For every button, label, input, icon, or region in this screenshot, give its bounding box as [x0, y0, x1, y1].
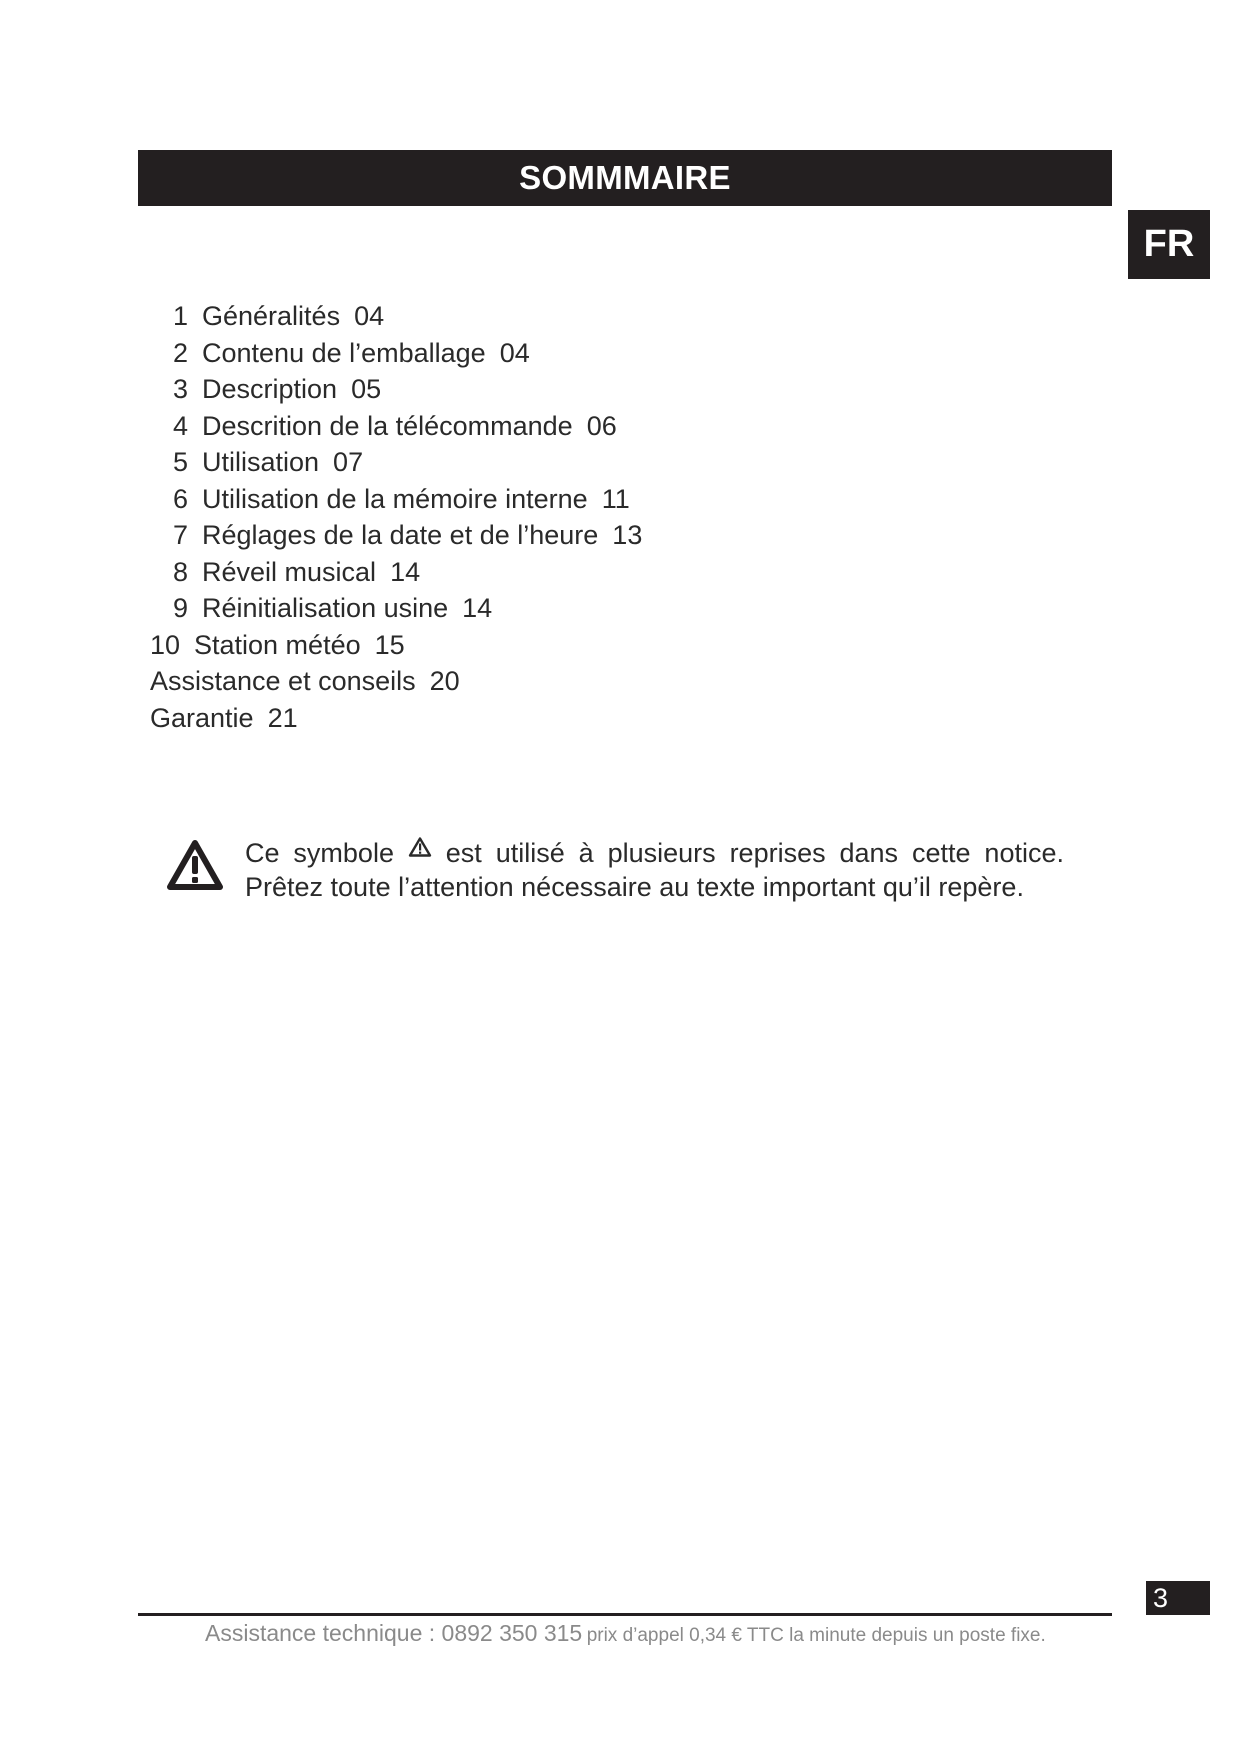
- toc-title: Utilisation de la mémoire interne: [202, 483, 588, 514]
- warning-word: cette: [911, 838, 971, 868]
- toc-title: Assistance et conseils: [150, 666, 416, 696]
- warning-triangle-icon: [166, 838, 224, 892]
- toc-number: 8: [172, 556, 188, 587]
- toc-item[interactable]: [150, 335, 642, 372]
- toc-number: 1: [172, 301, 188, 331]
- toc-title: Station météo: [194, 629, 361, 660]
- title-bar: [138, 150, 1112, 206]
- toc-item[interactable]: [150, 444, 642, 481]
- warning-word: plusieurs: [607, 838, 716, 868]
- warning-word: notice.: [984, 838, 1064, 868]
- toc-item[interactable]: [150, 517, 642, 554]
- toc-page: 04: [354, 301, 385, 331]
- toc-title: Réglages de la date et de l’heure: [202, 520, 599, 550]
- footer-divider: [138, 1613, 1112, 1616]
- warning-word: reprises: [729, 838, 826, 868]
- warning-word: symbole: [293, 838, 394, 868]
- toc-item[interactable]: [150, 590, 642, 627]
- toc-title: Utilisation: [202, 447, 320, 477]
- language-label: FR: [1143, 223, 1195, 265]
- support-price: prix d’appel 0,34 € TTC la minute depuis un poste fixe.: [586, 1625, 1046, 1646]
- toc-page: 11: [601, 483, 630, 514]
- toc-item[interactable]: [150, 700, 642, 737]
- toc-number: 4: [172, 410, 188, 441]
- toc-page: 14: [462, 593, 493, 623]
- toc-item[interactable]: [150, 481, 642, 518]
- toc-item[interactable]: [150, 298, 642, 335]
- toc-title: Réinitialisation usine: [202, 593, 449, 623]
- toc-item[interactable]: [150, 663, 642, 700]
- toc-number: 7: [172, 520, 188, 550]
- toc-item[interactable]: [150, 408, 642, 445]
- toc-number: 9: [172, 593, 188, 623]
- warning-inline-icon: [408, 836, 432, 858]
- toc-item[interactable]: [150, 627, 642, 664]
- warning-line-2: Prêtez toute l’attention nécessaire au texte important qu’il repère.: [245, 872, 1024, 902]
- toc-title: Réveil musical: [202, 556, 377, 587]
- toc-page: 06: [586, 410, 617, 441]
- toc-page: 21: [267, 702, 298, 733]
- warning-word: utilisé: [495, 838, 565, 868]
- toc-number: 6: [172, 483, 188, 514]
- warning-word: est: [445, 838, 482, 868]
- toc-number: 10: [150, 629, 181, 660]
- toc-page: 13: [612, 520, 643, 550]
- toc-title: Descrition de la télécommande: [202, 410, 573, 441]
- toc-number: 3: [172, 374, 188, 404]
- toc-page: 07: [333, 447, 364, 477]
- toc-number: 2: [172, 337, 188, 368]
- toc-title: Garantie: [150, 702, 254, 733]
- toc-page: 14: [390, 556, 421, 587]
- language-tab: [1128, 210, 1210, 279]
- toc-title: Contenu de l’emballage: [202, 337, 486, 368]
- support-phone: Assistance technique : 0892 350 315: [205, 1620, 583, 1646]
- toc-number: 5: [172, 447, 188, 477]
- page-number: 3: [1153, 1583, 1169, 1613]
- warning-word: Ce: [245, 838, 280, 868]
- toc-page: 20: [429, 666, 460, 696]
- table-of-contents: [150, 298, 642, 736]
- toc-item[interactable]: [150, 371, 642, 408]
- toc-page: 15: [374, 629, 405, 660]
- toc-title: Généralités: [202, 301, 341, 331]
- page-number-box: [1146, 1581, 1210, 1615]
- toc-page: 05: [351, 374, 382, 404]
- toc-item[interactable]: [150, 554, 642, 591]
- warning-line-1: [245, 836, 1064, 870]
- toc-page: 04: [499, 337, 530, 368]
- toc-title: Description: [202, 374, 338, 404]
- footer-support: [205, 1620, 1046, 1647]
- warning-word: dans: [839, 838, 899, 868]
- warning-text: [245, 836, 1227, 904]
- page-title: SOMMMAIRE: [519, 159, 731, 196]
- warning-word: à: [578, 838, 594, 868]
